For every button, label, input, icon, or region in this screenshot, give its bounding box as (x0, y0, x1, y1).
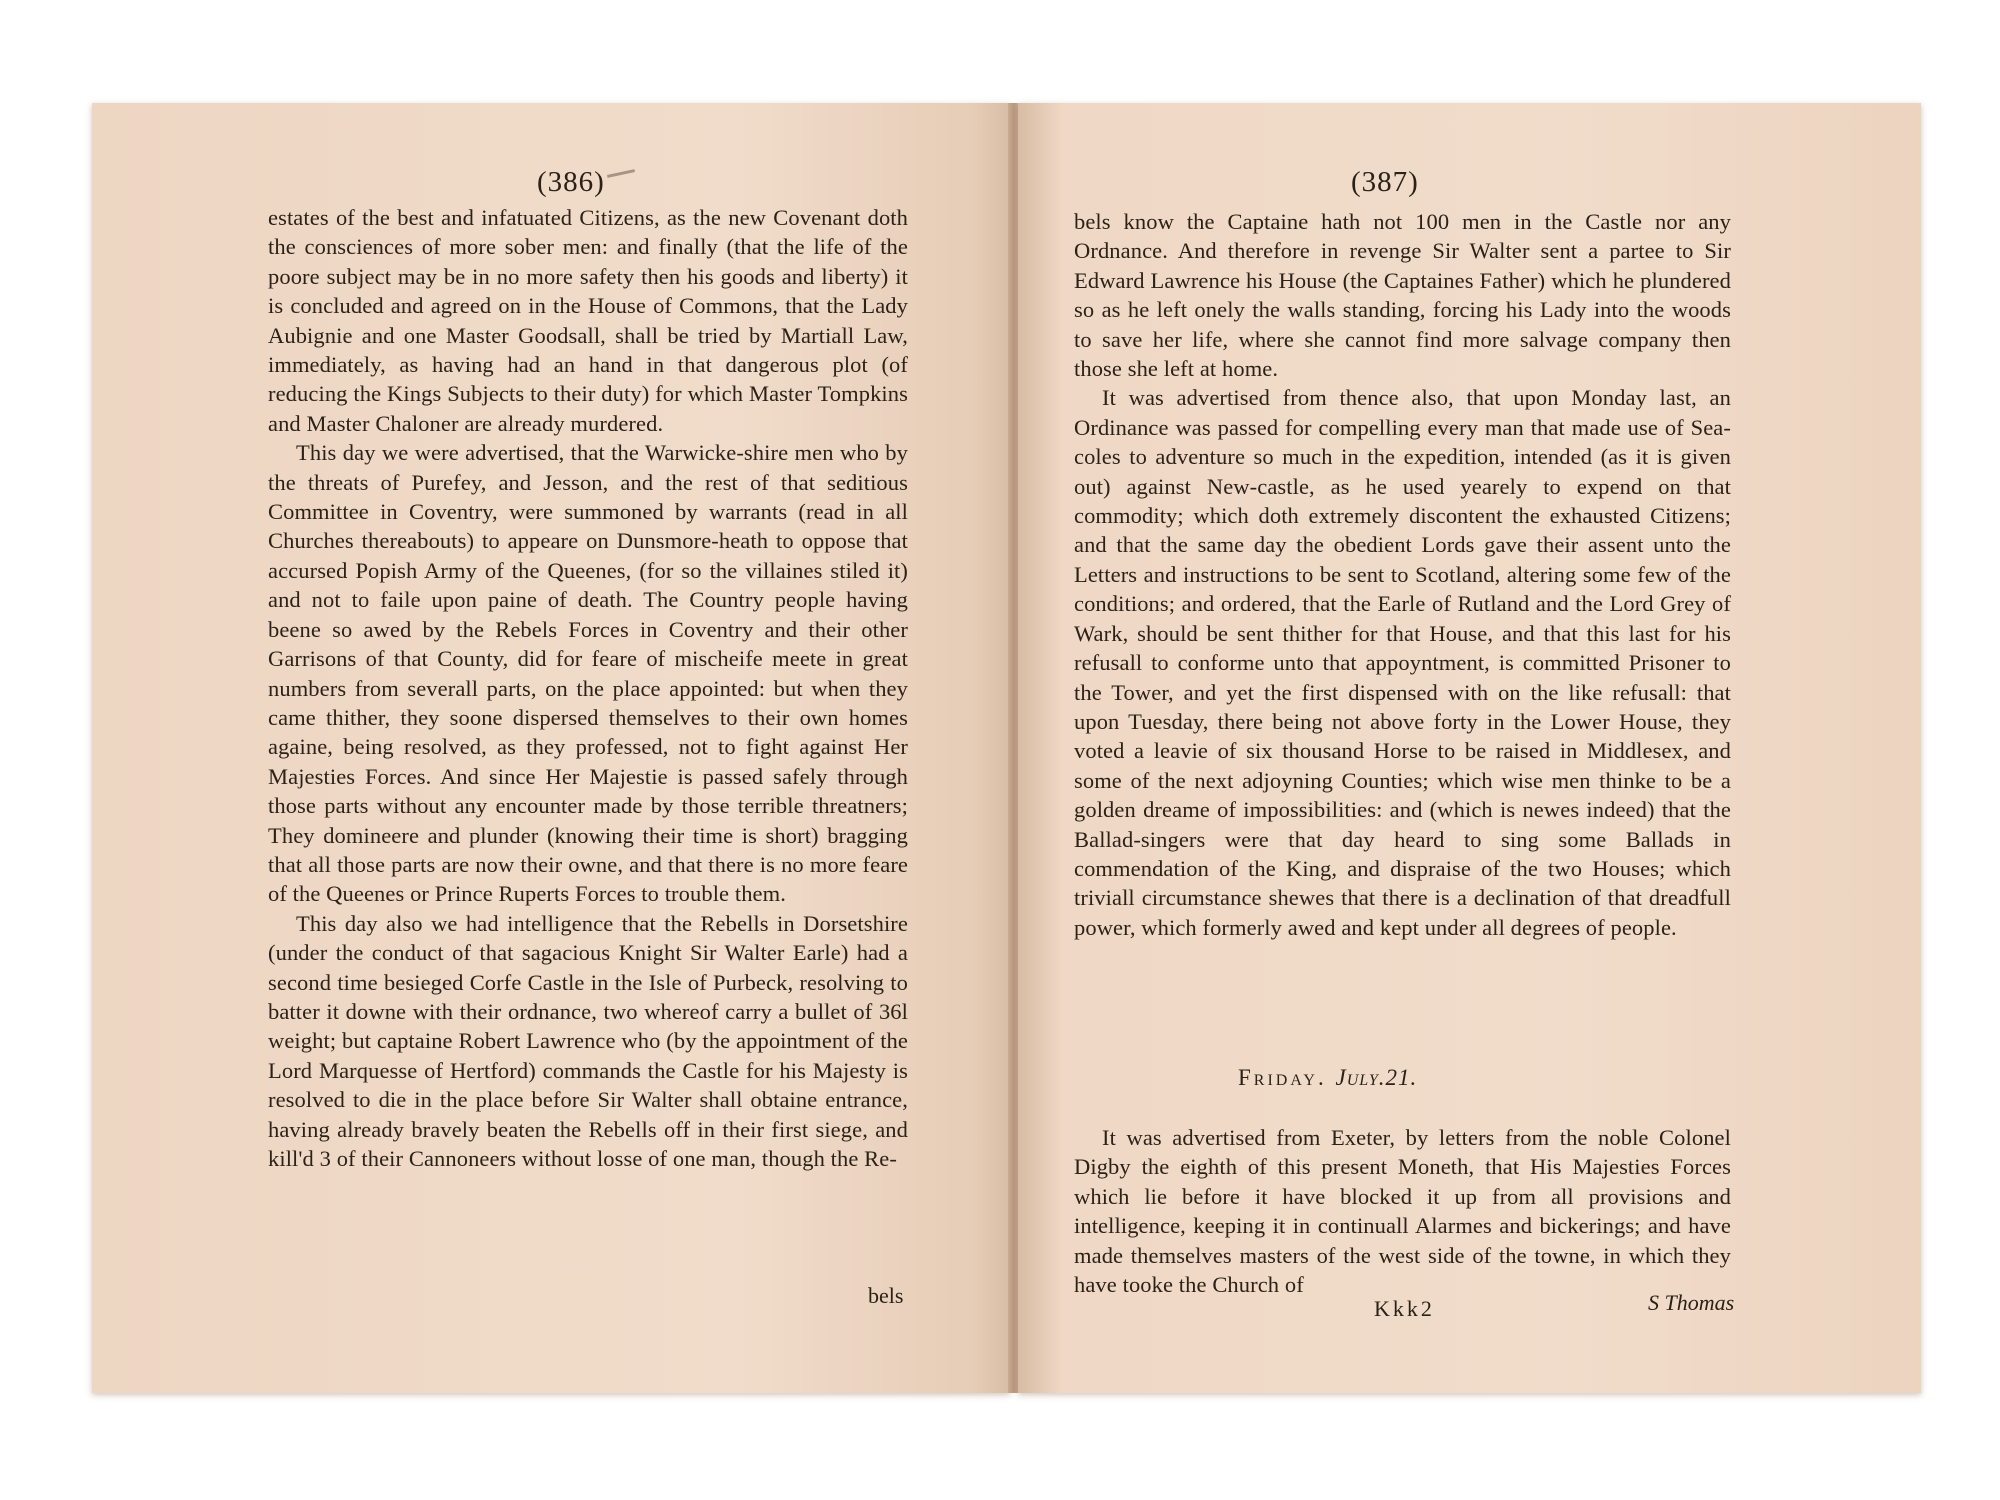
page-body-after-heading (1074, 1123, 1731, 1299)
page-number: (387) (1351, 166, 1419, 198)
left-page (92, 103, 1010, 1393)
paragraph: estates of the best and infatuated Citizens, as the new Covenant doth the consciences of more sober men: and finally (that the life of the poore subject may be in no more safety then his goods and liberty) it is concluded and agreed on in the House of Commons, that the Lady Aubignie and one Master Goodsall, shall be tried by Martiall Law, immediately, as having had an hand in that dangerous plot (of reducing the Kings Subjects to their duty) for which Master Tompkins and Master Chaloner are already murdered. (268, 205, 908, 436)
section-heading (1238, 1065, 1417, 1091)
paragraph: It was advertised from Exeter, by letters from the noble Colonel Digby the eighth of this present Moneth, that His Majesties Forces which lie before it have blocked it up from all provisions and intelligence, keeping it in continuall Alarmes and bickerings; and have made themselves masters of the west side of the towne, in which they have tooke the Church of (1074, 1125, 1731, 1298)
page-body (1074, 207, 1731, 942)
ink-mark (607, 169, 635, 178)
heading-date: July.21. (1335, 1065, 1418, 1090)
catchword: bels (868, 1283, 904, 1308)
right-page (1018, 103, 1921, 1393)
paragraph: It was advertised from thence also, that upon Monday last, an Ordinance was passed for compelling every man that made use of Sea-coles to adventure so much in the expedition, intended (as it is given out) against New-castle, as he used yearely to expend on that commodity; which doth extremely discontent the exhausted Citizens; and that the same day the obedient Lords gave their assent unto the Letters and instructions to be sent to Scotland, altering some few of the conditions; and ordered, that the Earle of Rutland and the Lord Grey of Wark, should be sent thither for that House, and that this last for his refusall to conforme unto that appoyntment, is committed Prisoner to the Tower, and yet the first dispensed with on the like refusall: that upon Tuesday, there being not above forty in the Lower House, they voted a leavie of six thousand Horse to be raised in Middlesex, and some of the next adjoyning Counties; which wise men thinke to be a golden dreame of impossibilities: and (which is newes indeed) that the Ballad-singers were that day heard to sing some Ballads in commendation of the King, and dispraise of the two Houses; which triviall circumstance shewes that there is a declination of that dreadfull power, which formerly awed and kept under all degrees of people. (1074, 385, 1731, 940)
paragraph: This day also we had intelligence that the Rebells in Dorsetshire (under the conduct of that sagacious Knight Sir Walter Earle) had a second time besieged Corfe Castle in the Isle of Purbeck, resolving to batter it downe with their ordnance, two whereof carry a bullet of 36l weight; but captaine Robert Lawrence who (by the appointment of the Lord Marquesse of Hertford) commands the Castle for his Majesty is resolved to die in the place before Sir Walter shall obtaine entrance, having already bravely beaten the Rebells off in their first siege, and kill'd 3 of their Cannoneers without losse of one man, though the Re- (268, 910, 908, 1171)
catchword: S Thomas (1648, 1290, 1735, 1315)
signature-mark: Kkk2 (1374, 1296, 1435, 1321)
paragraph: This day we were advertised, that the Warwicke-shire men who by the threats of Purefey, and Jesson, and the rest of that seditious Committee in Coventry, were summoned by warrants (read in all Churches thereabouts) to appeare on Dunsmore-heath to oppose that accursed Popish Army of the Queenes, (for so the villaines stiled it) and not to faile upon paine of death. The Country people having beene so awed by the Rebels Forces in Coventry and their other Garrisons of that County, did for feare of mischeife meete in great numbers from severall parts, on the place appointed: but when they came thither, they soone dispersed themselves to their own homes againe, being resolved, as they professed, not to fight against Her Majesties Forces. And since Her Majestie is passed safely through those parts without any encounter made by those terrible threatners; They domineere and plunder (knowing their time is short) bragging that all those parts are now their owne, and that there is no more feare of the Queenes or Prince Ruperts Forces to trouble them. (268, 440, 908, 907)
page-body (268, 203, 908, 1173)
page-number: (386) (537, 166, 605, 198)
paragraph: bels know the Captaine hath not 100 men in the Castle nor any Ordnance. And therefore in revenge Sir Walter sent a partee to Sir Edward Lawrence his House (the Captaines Father) which he plundered so as he left onely the walls standing, forcing his Lady into the woods to save her life, where she cannot find more salvage company then those she left at home. (1074, 209, 1731, 382)
heading-day: Friday. (1238, 1065, 1327, 1090)
